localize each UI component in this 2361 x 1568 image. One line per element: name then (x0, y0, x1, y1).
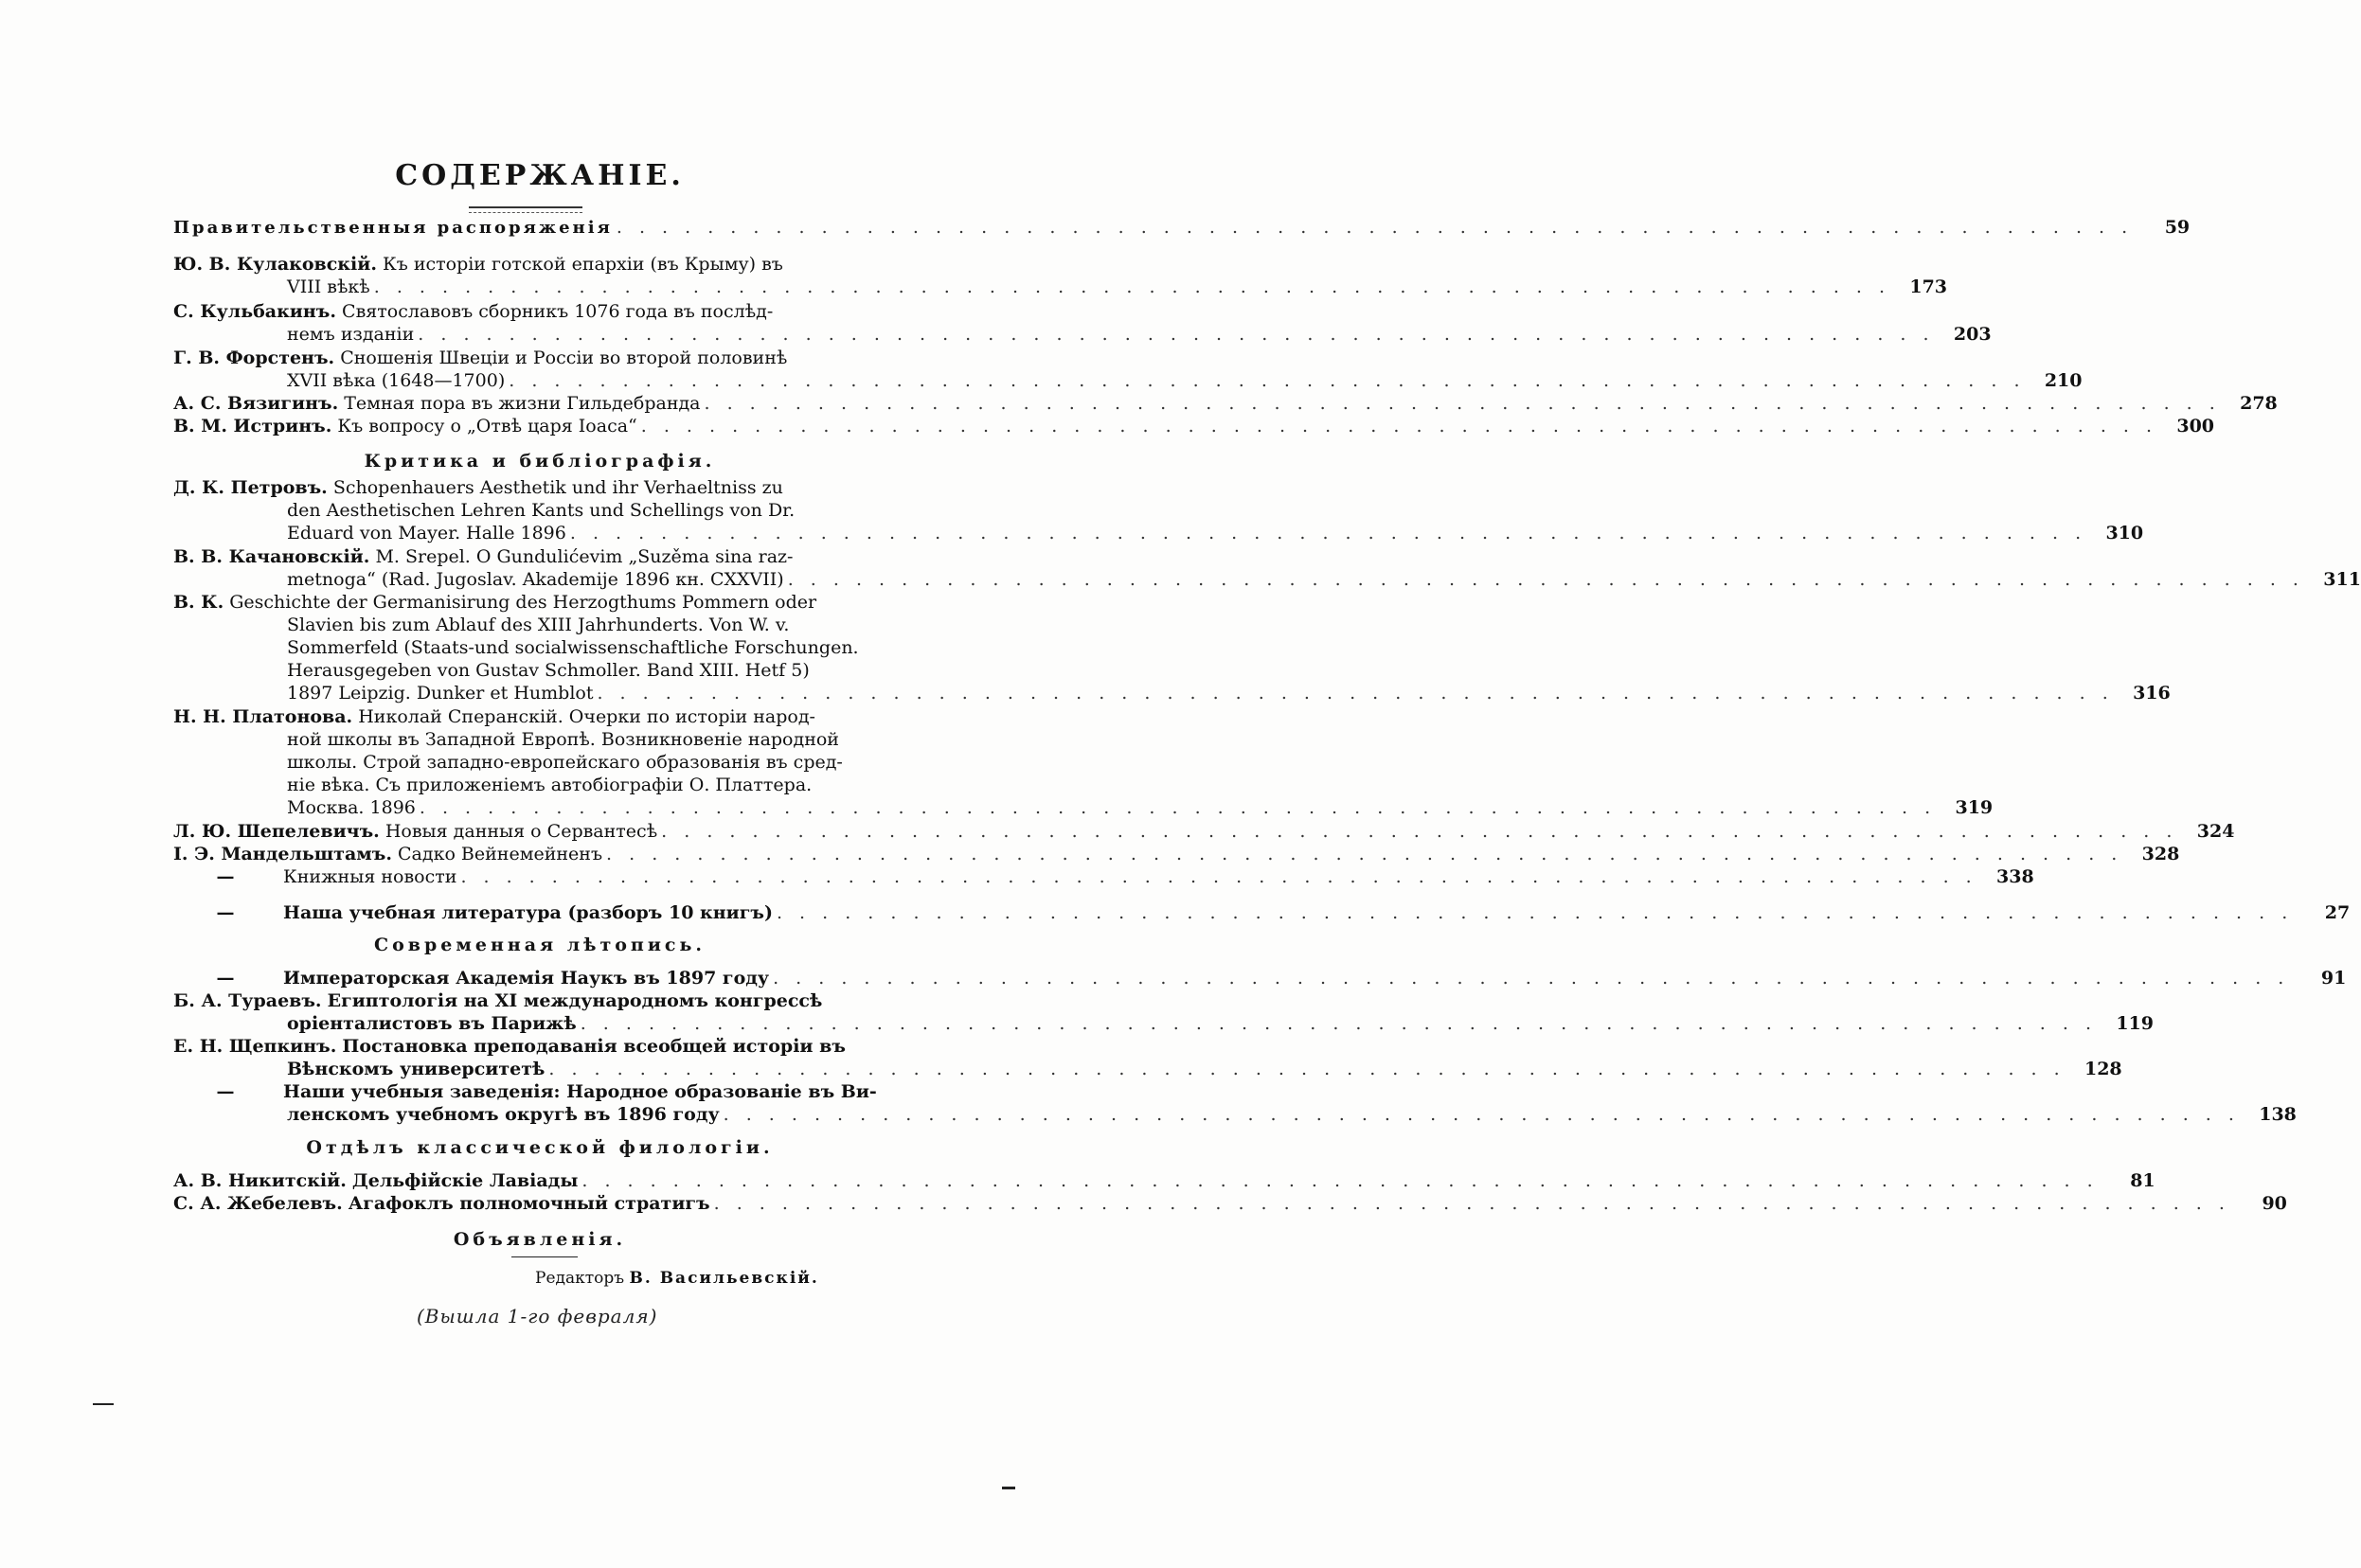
handwritten-note: (Вышла 1-го февраля) (417, 1305, 658, 1327)
page-number: 316 (2133, 683, 2171, 704)
editor-label: Редакторъ (535, 1269, 625, 1288)
entry-title: Къ исторіи готской епархіи (въ Крыму) въ (382, 254, 783, 275)
toc-entry-cont (173, 1058, 2122, 1080)
toc-entry-cont (173, 636, 859, 659)
page-number: 310 (2105, 523, 2144, 543)
page-number: 91 (2320, 968, 2347, 989)
toc-entry (173, 967, 2347, 989)
toc-entry (173, 1080, 877, 1103)
title-ornament (469, 206, 582, 213)
entry-title-cont: metnoga“ (Rad. Jugoslav. Akademije 1896 кн. CXXVII) (287, 569, 784, 590)
toc-entry (173, 545, 827, 568)
entry-title: Новыя данныя о Сервантесѣ (385, 821, 658, 842)
entry-title-cont: оріенталистовъ въ Парижѣ (287, 1013, 577, 1034)
page-title: СОДЕРЖАНІЕ. (395, 159, 685, 192)
toc-entry-cont (173, 1103, 2297, 1126)
entry-author: С. А. Жебелевъ. (173, 1193, 343, 1214)
page-number: 138 (2259, 1104, 2297, 1125)
entry-title-cont: Slavien bis zum Ablauf des XIII Jahrhunderts. Von W. v. (287, 615, 790, 635)
toc-entry-cont (173, 682, 2171, 704)
entry-author: Б. А. Тураевъ. (173, 990, 322, 1011)
entry-title-cont: den Aesthetischen Lehren Kants und Schellings von Dr. (287, 500, 796, 521)
toc-entry (173, 1192, 2287, 1215)
page-number: 90 (2262, 1193, 2287, 1214)
entry-dash: — (216, 968, 235, 989)
entry-title: Наши учебныя заведенія: Народное образованіе въ Ви- (283, 1081, 877, 1102)
page-number: 311 (2323, 569, 2361, 590)
toc-entry (173, 1169, 2155, 1192)
toc-entry-cont (173, 276, 1948, 298)
entry-title-cont: Eduard von Mayer. Halle 1896 (287, 523, 566, 543)
entry-title: Садко Вейнемейненъ (398, 844, 603, 864)
page-number: 319 (1955, 797, 1994, 818)
entry-title: Постановка преподаванія всеобщей исторіи въ (342, 1036, 846, 1057)
toc-entry-cont (173, 1012, 2154, 1035)
toc-entry (173, 843, 2180, 865)
entry-title-cont: Sommerfeld (Staats-und socialwissenschaftliche Forschungen. (287, 637, 859, 658)
toc-entry (173, 901, 2351, 924)
toc-entry-cont (173, 751, 843, 774)
page-number: 328 (2141, 844, 2180, 864)
entry-author: В. К. (173, 592, 224, 613)
toc-entry (173, 347, 827, 369)
margin-mark (1002, 1487, 1015, 1489)
toc-entry-cont (173, 774, 827, 796)
entry-author: Н. Н. Платонова. (173, 706, 353, 727)
entry-title-cont: ніе вѣка. Съ приложеніемъ автобіографіи О. Платтера. (287, 775, 813, 795)
entry-title-cont: ленскомъ учебномъ округѣ въ 1896 году (287, 1104, 720, 1125)
entry-title-cont: школы. Строй западно-европейскаго образованія въ сред- (287, 752, 843, 773)
toc-entry-cont (173, 614, 827, 636)
section-heading-chronicle: Современная лѣтопись. (373, 935, 707, 955)
section-heading-critique: Критика и библіографія. (364, 451, 716, 472)
entry-title: M. Srepel. O Gundulićevim „Suzěma sina raz- (375, 546, 794, 567)
toc-entry-cont (173, 568, 2361, 591)
toc-entry (173, 1035, 846, 1058)
entry-title-cont: Herausgegeben von Gustav Schmoller. Band XIII. Hetf 5) (287, 660, 810, 681)
editor-signature (535, 1269, 819, 1288)
entry-title: Агафоклъ полномочный стратигъ (348, 1193, 710, 1214)
entry-title-cont: 1897 Leipzig. Dunker et Humblot (287, 683, 594, 704)
toc-entry-cont (173, 728, 839, 751)
toc-entry-cont (173, 369, 2083, 392)
toc-entry (173, 705, 827, 728)
entry-title-cont: ной школы въ Западной Европѣ. Возникновеніе народной (287, 729, 839, 750)
page-number: 210 (2044, 370, 2083, 391)
toc-entry-cont (173, 522, 2144, 544)
entry-title: Темная пора въ жизни Гильдебранда (344, 393, 701, 414)
entry-title: Schopenhauers Aesthetik und ihr Verhaeltniss zu (332, 477, 783, 498)
entry-dash: — (216, 1081, 235, 1102)
entry-author: Л. Ю. Шепелевичъ. (173, 821, 380, 842)
margin-mark (93, 1403, 114, 1405)
toc-entry (173, 300, 827, 323)
toc-entry (173, 392, 2278, 415)
entry-title-cont: Вѣнскомъ университетѣ (287, 1059, 546, 1079)
entry-title: Дельфійскіе Лавіады (351, 1170, 579, 1191)
entry-title: Египтологія на XI международномъ конгрессѣ (327, 990, 823, 1011)
section-heading-classical: Отдѣлъ классической филологіи. (306, 1137, 774, 1158)
page-number: 324 (2196, 821, 2235, 842)
entry-title-cont: VIII вѣкѣ (287, 276, 370, 297)
toc-entry-cont (173, 796, 1994, 819)
toc-entry (173, 476, 827, 499)
entry-author: І. Э. Мандельштамъ. (173, 844, 392, 864)
page-number: 128 (2084, 1059, 2122, 1079)
toc-entry (173, 591, 827, 614)
page-number: 59 (2164, 217, 2191, 238)
toc-entry (173, 415, 2215, 437)
entry-author: В. В. Качановскій. (173, 546, 370, 567)
entry-author: Ю. В. Кулаковскій. (173, 254, 377, 275)
divider (511, 1256, 578, 1257)
page-number: 81 (2130, 1170, 2155, 1191)
entry-title: Geschichte der Germanisirung des Herzogthums Pommern oder (229, 592, 817, 613)
page-number: 300 (2176, 416, 2215, 437)
entry-author: С. Кульбакинъ. (173, 301, 336, 322)
page-number: 119 (2116, 1013, 2154, 1034)
entry-title-cont: Москва. 1896 (287, 797, 416, 818)
toc-entry (173, 216, 2191, 240)
section-heading-gov: Правительственныя распоряженія (173, 218, 613, 238)
section-heading-ads: Объявленія. (453, 1229, 627, 1250)
page-number: 278 (2240, 393, 2278, 414)
toc-entry (173, 253, 827, 276)
entry-title: Сношенія Швеціи и Россіи во второй половинѣ (340, 347, 788, 368)
page-number: 173 (1909, 276, 1948, 297)
toc-entry-cont (173, 323, 1992, 346)
entry-author: Г. В. Форстенъ. (173, 347, 335, 368)
entry-author: А. С. Вязигинъ. (173, 393, 339, 414)
entry-title: Книжныя новости (283, 866, 457, 887)
toc-entry-cont (173, 659, 827, 682)
toc-entry (173, 989, 827, 1012)
toc-entry (173, 865, 2034, 888)
entry-author: А. В. Никитскій. (173, 1170, 347, 1191)
page-number: 338 (1996, 866, 2034, 887)
toc-entry (173, 820, 2235, 843)
entry-dash: — (216, 902, 235, 923)
entry-title: Къ вопросу о „Отвѣ царя Іоаса“ (337, 416, 637, 437)
toc-entry-cont (173, 499, 827, 522)
page-number: 203 (1953, 324, 1992, 345)
entry-title-cont: XVII вѣка (1648—1700) (287, 370, 506, 391)
page-number: 27 (2324, 902, 2351, 923)
entry-title: Наша учебная литература (разборъ 10 книгъ) (283, 902, 773, 923)
entry-title: Николай Сперанскій. Очерки по исторіи народ- (358, 706, 815, 727)
entry-author: Д. К. Петровъ. (173, 477, 328, 498)
entry-author: Е. Н. Щепкинъ. (173, 1036, 337, 1057)
entry-title: Святославовъ сборникъ 1076 года въ послѣд- (342, 301, 774, 322)
editor-name: В. Васильевскій. (629, 1269, 819, 1288)
entry-author: В. М. Истринъ. (173, 416, 332, 437)
entry-title: Императорская Академія Наукъ въ 1897 году (283, 968, 770, 989)
entry-dash: — (216, 866, 235, 887)
entry-title-cont: немъ изданіи (287, 324, 415, 345)
